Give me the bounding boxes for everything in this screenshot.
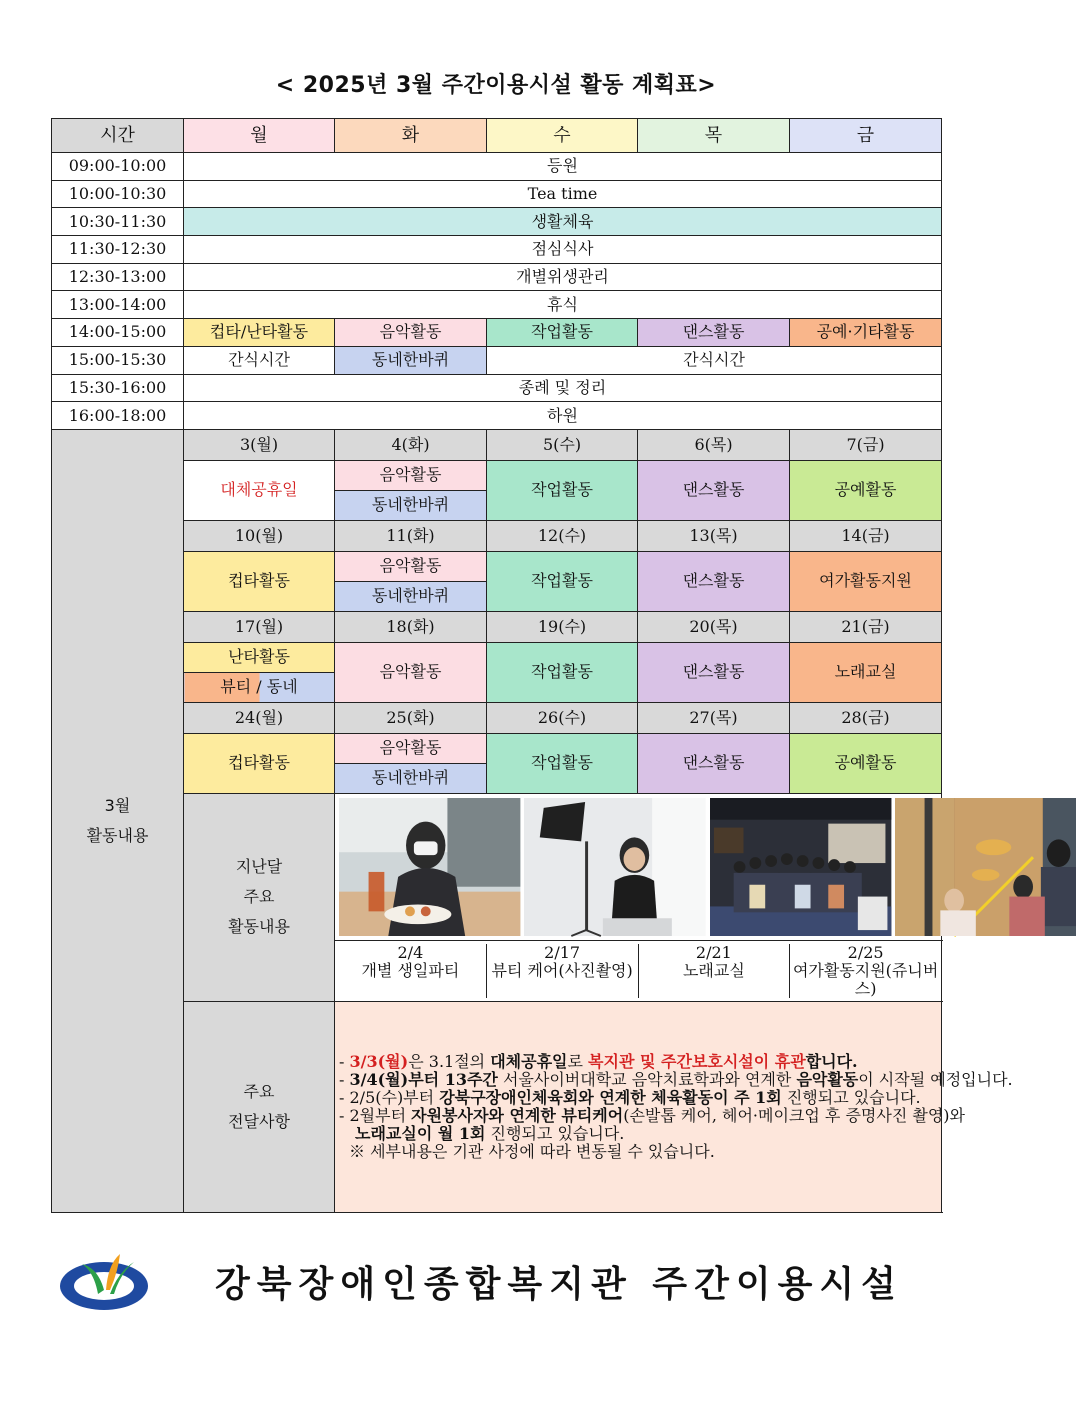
notice-line: - 3/4(월)부터 13주간 서울사이버대학교 음악치료학과와 연계한 음악활동이 시작될 예정입니다. <box>339 1069 1013 1089</box>
activity-cell: 간식시간 <box>487 346 942 374</box>
activity-cell: 작업활동 <box>487 460 638 520</box>
activity-cell: 간식시간 <box>184 346 335 374</box>
time-cell: 11:30-12:30 <box>52 236 184 264</box>
activity-cell: 작업활동 <box>487 733 638 793</box>
activity-cell: 작업활동 <box>487 642 638 702</box>
activity-cell: 종례 및 정리 <box>184 374 942 402</box>
march-label <box>52 429 184 1212</box>
activity-row <box>52 551 942 581</box>
schedule-row <box>52 153 942 181</box>
date-cell: 10(월) <box>184 520 335 551</box>
date-cell: 21(금) <box>790 611 942 642</box>
schedule-row <box>52 208 942 236</box>
schedule-table <box>51 118 1013 1213</box>
notice-line: - 2월부터 자원봉사자와 연계한 뷰티케어(손발톱 케어, 헤어·메이크업 후 증명사진 촬영)와 <box>339 1105 965 1125</box>
page-title: < 2025년 3월 주간이용시설 활동 계획표> <box>275 73 717 98</box>
activity-cell: 뷰티 / 동네 <box>184 672 335 702</box>
schedule-row <box>52 346 942 374</box>
activity-cell: 하원 <box>184 402 942 430</box>
time-cell: 10:00-10:30 <box>52 180 184 208</box>
last-month-label-line2: 주요 <box>243 887 275 907</box>
schedule-row <box>52 402 942 430</box>
header-day-thu: 목 <box>638 119 790 153</box>
date-cell: 3(월) <box>184 429 335 460</box>
schedule-row <box>52 236 942 264</box>
photo-caption <box>790 944 941 998</box>
last-month-label-line3: 활동내용 <box>228 917 290 937</box>
date-cell: 20(목) <box>638 611 790 642</box>
activity-cell: 여가활동지원 <box>790 551 942 611</box>
photo-date: 2/25 <box>847 942 884 962</box>
beauty-care-photo <box>524 798 705 936</box>
date-cell: 13(목) <box>638 520 790 551</box>
footer-organization-name: 강북장애인종합복지관 주간이용시설 <box>215 1264 903 1305</box>
activity-cell: 동네한바퀴 <box>335 490 487 520</box>
date-row <box>52 611 942 642</box>
activity-row <box>52 460 942 490</box>
notice-line: 노래교실이 월 1회 진행되고 있습니다. <box>355 1123 625 1143</box>
activity-cell: 동네한바퀴 <box>335 346 487 374</box>
activity-cell: 댄스활동 <box>638 319 790 347</box>
time-cell: 15:00-15:30 <box>52 346 184 374</box>
karaoke-class-photo <box>710 798 891 936</box>
activity-cell: 등원 <box>184 153 942 181</box>
activity-cell: 동네한바퀴 <box>335 581 487 611</box>
schedule-row <box>52 263 942 291</box>
activity-cell: 음악활동 <box>335 551 487 581</box>
activity-cell: Tea time <box>184 180 942 208</box>
activity-cell: 공예활동 <box>790 460 942 520</box>
activity-cell: 생활체육 <box>184 208 942 236</box>
photo-caption <box>335 944 487 998</box>
activity-cell: 컵타/난타활동 <box>184 319 335 347</box>
date-cell: 25(화) <box>335 702 487 733</box>
activity-cell: 작업활동 <box>487 319 638 347</box>
header-day-tue: 화 <box>335 119 487 153</box>
activity-cell: 공예·기타활동 <box>790 319 942 347</box>
date-cell: 12(수) <box>487 520 638 551</box>
activity-cell: 댄스활동 <box>638 642 790 702</box>
activity-cell: 음악활동 <box>335 460 487 490</box>
birthday-party-photo <box>339 798 520 936</box>
time-cell: 15:30-16:00 <box>52 374 184 402</box>
time-cell: 09:00-10:00 <box>52 153 184 181</box>
schedule-row <box>52 180 942 208</box>
activity-row <box>52 733 942 763</box>
welfare-center-logo <box>58 1250 158 1314</box>
junivers-outing-photo <box>895 798 1076 936</box>
time-cell: 12:30-13:00 <box>52 263 184 291</box>
activity-cell: 공예활동 <box>790 733 942 793</box>
notices-label-line1: 주요 <box>243 1081 275 1101</box>
march-label-line2: 활동내용 <box>86 825 149 845</box>
notice-footnote: ※ 세부내용은 기관 사정에 따라 변동될 수 있습니다. <box>349 1141 715 1161</box>
notice-line: - 2/5(수)부터 강북구장애인체육회와 연계한 체육활동이 주 1회 진행되고 있습니다. <box>339 1087 921 1107</box>
notices-content <box>335 1001 1013 1212</box>
activity-cell: 난타활동 <box>184 642 335 672</box>
notices-label <box>184 1001 335 1212</box>
photo-title: 여가활동지원(쥬니버스) <box>792 960 939 998</box>
activity-cell: 점심식사 <box>184 236 942 264</box>
header-day-fri: 금 <box>790 119 942 153</box>
date-cell: 5(수) <box>487 429 638 460</box>
photo-date: 2/4 <box>397 942 424 962</box>
photo-date: 2/21 <box>695 942 732 962</box>
schedule-row <box>52 291 942 319</box>
photo-row <box>52 793 942 940</box>
photo-date: 2/17 <box>544 942 581 962</box>
activity-cell: 노래교실 <box>790 642 942 702</box>
notices-row <box>52 1001 942 1212</box>
activity-cell: 댄스활동 <box>638 460 790 520</box>
time-cell: 10:30-11:30 <box>52 208 184 236</box>
date-cell: 24(월) <box>184 702 335 733</box>
date-row <box>52 429 942 460</box>
activity-cell: 휴식 <box>184 291 942 319</box>
activity-row <box>52 642 942 672</box>
header-row <box>52 119 942 153</box>
last-month-label-line1: 지난달 <box>235 857 283 877</box>
last-month-label <box>184 793 335 1001</box>
photo-title: 개별 생일파티 <box>361 960 460 980</box>
march-label-line1: 3월 <box>104 795 131 815</box>
date-cell: 26(수) <box>487 702 638 733</box>
schedule-row <box>52 374 942 402</box>
activity-cell: 컵타활동 <box>184 551 335 611</box>
activity-cell: 음악활동 <box>335 319 487 347</box>
photo-caption <box>487 944 639 998</box>
photo-title: 뷰티 케어(사진촬영) <box>491 960 633 980</box>
header-time: 시간 <box>52 119 184 153</box>
date-cell: 28(금) <box>790 702 942 733</box>
date-cell: 18(화) <box>335 611 487 642</box>
photo-caption <box>639 944 791 998</box>
notices-label-line2: 전달사항 <box>228 1111 290 1131</box>
activity-cell: 개별위생관리 <box>184 263 942 291</box>
activity-cell: 동네한바퀴 <box>335 763 487 793</box>
time-cell: 13:00-14:00 <box>52 291 184 319</box>
date-cell: 11(화) <box>335 520 487 551</box>
time-cell: 14:00-15:00 <box>52 319 184 347</box>
caption-strip <box>335 940 942 1001</box>
photo-title: 노래교실 <box>682 960 745 980</box>
date-cell: 17(월) <box>184 611 335 642</box>
activity-cell: 댄스활동 <box>638 551 790 611</box>
activity-cell: 댄스활동 <box>638 733 790 793</box>
date-cell: 27(목) <box>638 702 790 733</box>
activity-cell: 음악활동 <box>335 642 487 702</box>
activity-cell: 음악활동 <box>335 733 487 763</box>
notice-line: - 3/3(월)은 3.1절의 대체공휴일로 복지관 및 주간보호시설이 휴관합니다. <box>339 1051 858 1071</box>
time-cell: 16:00-18:00 <box>52 402 184 430</box>
activity-cell: 컵타활동 <box>184 733 335 793</box>
date-cell: 4(화) <box>335 429 487 460</box>
date-cell: 6(목) <box>638 429 790 460</box>
schedule-row <box>52 319 942 347</box>
photo-strip <box>335 793 942 940</box>
date-cell: 14(금) <box>790 520 942 551</box>
activity-cell: 작업활동 <box>487 551 638 611</box>
header-day-mon: 월 <box>184 119 335 153</box>
date-cell: 7(금) <box>790 429 942 460</box>
date-row <box>52 520 942 551</box>
date-cell: 19(수) <box>487 611 638 642</box>
holiday-cell: 대체공휴일 <box>184 460 335 520</box>
date-row <box>52 702 942 733</box>
header-day-wed: 수 <box>487 119 638 153</box>
